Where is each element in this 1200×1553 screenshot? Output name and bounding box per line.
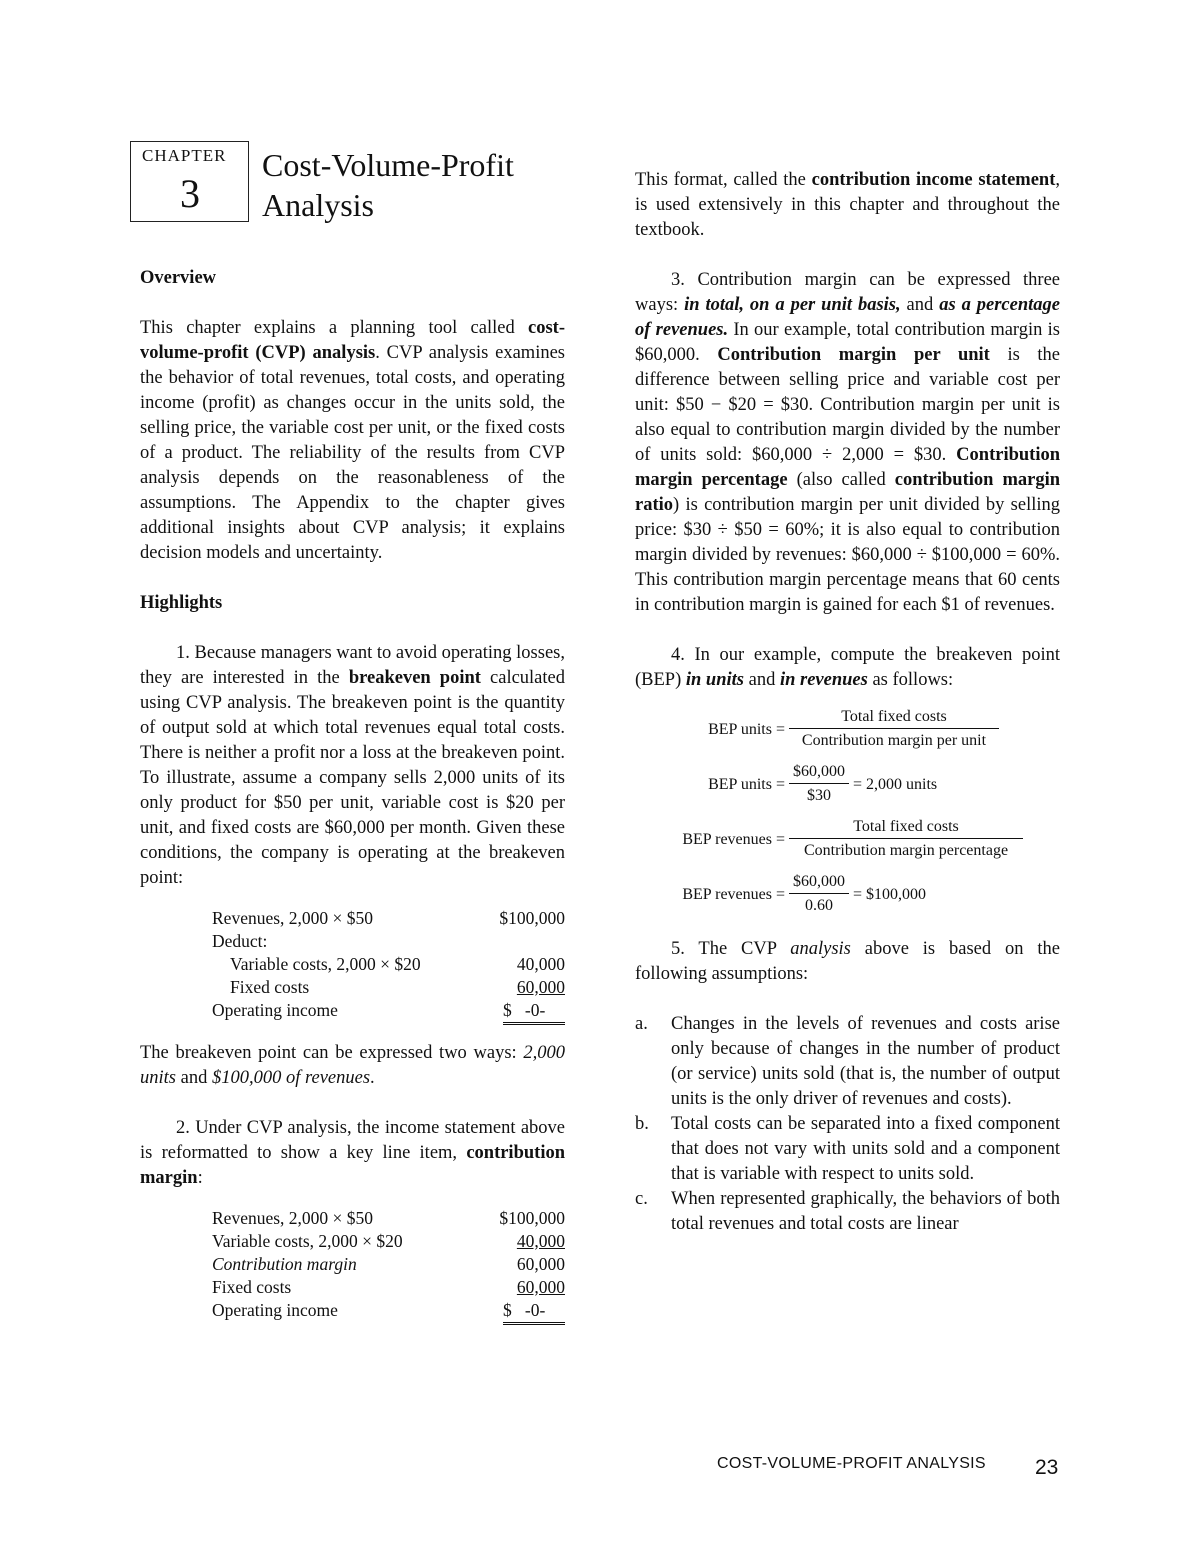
breakeven-expression-paragraph: The breakeven point can be expressed two ways: 2,000 units and $100,000 of revenues.	[140, 1043, 565, 1088]
table-row: Fixed costs 60,000	[230, 977, 565, 997]
chapter-label: CHAPTER	[142, 146, 227, 165]
chapter-title-line2: Analysis	[262, 187, 374, 223]
table-row: Operating income $ -0-	[212, 999, 565, 1025]
formula-bep-units: BEP units = $\frac{\text{Total fixed costs}}{\text{Contribution margin per unit}}$	[635, 707, 1060, 752]
contribution-format-paragraph: This format, called the contribution income statement, is used extensively in this chapter and throughout the textbook.	[635, 170, 1061, 240]
highlight-2-paragraph: 2. Under CVP analysis, the income statement above is reformatted to show a key line item, contribution margin:	[140, 1118, 565, 1188]
list-item: a. Changes in the levels of revenues and costs arise only because of changes in the number of product (or service) units sold (that is, the number of output units is the only driver of revenues and costs).	[635, 1014, 1060, 1109]
list-item: c. When represented graphically, the behaviors of both total revenues and total costs are linear	[635, 1189, 1060, 1234]
running-footer-title: COST-VOLUME-PROFIT ANALYSIS	[717, 1455, 986, 1472]
table-row: Revenues, 2,000 × $50 $100,000	[212, 908, 565, 928]
highlight-3-paragraph: 3. Contribution margin can be expressed three ways: in total, on a per unit basis, and as a percentage of revenues. In our example, total contribution margin is $60,000. Contribution margin per unit is the difference between selling price and variable cost per unit: $50 − $20 = $30. Contribution margin per unit is also equal to contribution margin divided by the number of units sold: $60,000 ÷ 2,000 = $30. Contribution margin percentage (also called contribution margin ratio) is contribution margin per unit divided by selling price: $30 ÷ $50 = 60%; it is also equal to contribution margin divided by revenues: $60,000 ÷ $100,000 = 60%. This contribution margin percentage means that 60 cents in contribution margin is gained for each $1 of revenues.	[635, 270, 1061, 615]
table-row: Variable costs, 2,000 × $20 40,000	[212, 1231, 565, 1251]
highlight-5-paragraph: 5. The CVP analysis above is based on the following assumptions:	[635, 939, 1060, 984]
assumptions-list	[635, 1012, 1060, 1237]
breakeven-formulas	[635, 707, 1060, 917]
highlights-heading: Highlights	[140, 593, 223, 613]
page-number: 23	[1035, 1456, 1059, 1479]
table-row: Deduct:	[212, 931, 268, 951]
list-item: b. Total costs can be separated into a fixed component that does not vary with units sold and a component that is variable with respect to units sold.	[635, 1114, 1060, 1184]
formula-bep-units-calc: BEP units = $\frac{\$60,000}{\$30}$ = 2,000 units	[708, 763, 938, 804]
highlight-1-paragraph: 1. Because managers want to avoid operating losses, they are interested in the breakeven point calculated using CVP analysis. The breakeven point is the quantity of output sold at which total revenues equal total costs. There is neither a profit nor a loss at the breakeven point. To illustrate, assume a company sells 2,000 units of its only product for $50 per unit, variable cost is $20 per unit, and fixed costs are $60,000 per month. Given these conditions, the company is operating at the breakeven point:	[140, 643, 565, 888]
table-row: Revenues, 2,000 × $50 $100,000	[212, 1208, 565, 1228]
table-row: Fixed costs 60,000	[212, 1277, 565, 1297]
formula-bep-revenues-calc: BEP revenues = $\frac{\$60,000}{0.60}$ = $100,000	[682, 873, 927, 914]
table-row: Variable costs, 2,000 × $20 40,000	[230, 954, 565, 974]
chapter-title-line1: Cost-Volume-Profit	[262, 147, 514, 183]
left-column	[140, 130, 565, 1341]
overview-paragraph: This chapter explains a planning tool called cost-volume-profit (CVP) analysis. CVP analysis examines the behavior of total revenues, total costs, and operating income (profit) as changes occur in the units sold, the selling price, the variable cost per unit, or the fixed costs of a product. The reliability of the results from CVP analysis depends on the reasonableness of the assumptions. The Appendix to the chapter gives additional insights about CVP analysis; it explains decision models and uncertainty.	[140, 318, 565, 563]
highlight-4-paragraph: 4. In our example, compute the breakeven point (BEP) in units and in revenues as follows:	[635, 645, 1060, 690]
chapter-number: 3	[180, 171, 200, 216]
overview-heading: Overview	[140, 268, 217, 288]
breakeven-income-table	[212, 907, 565, 1025]
contribution-income-table	[212, 1207, 565, 1325]
formula-bep-revenues: BEP revenues = $\frac{\text{Total fixed costs}}{\text{Contribution margin percentage}}$	[635, 817, 1060, 862]
table-row: Operating income $ -0-	[212, 1299, 565, 1325]
right-column	[635, 168, 1060, 1237]
table-row: Contribution margin 60,000	[212, 1254, 565, 1274]
